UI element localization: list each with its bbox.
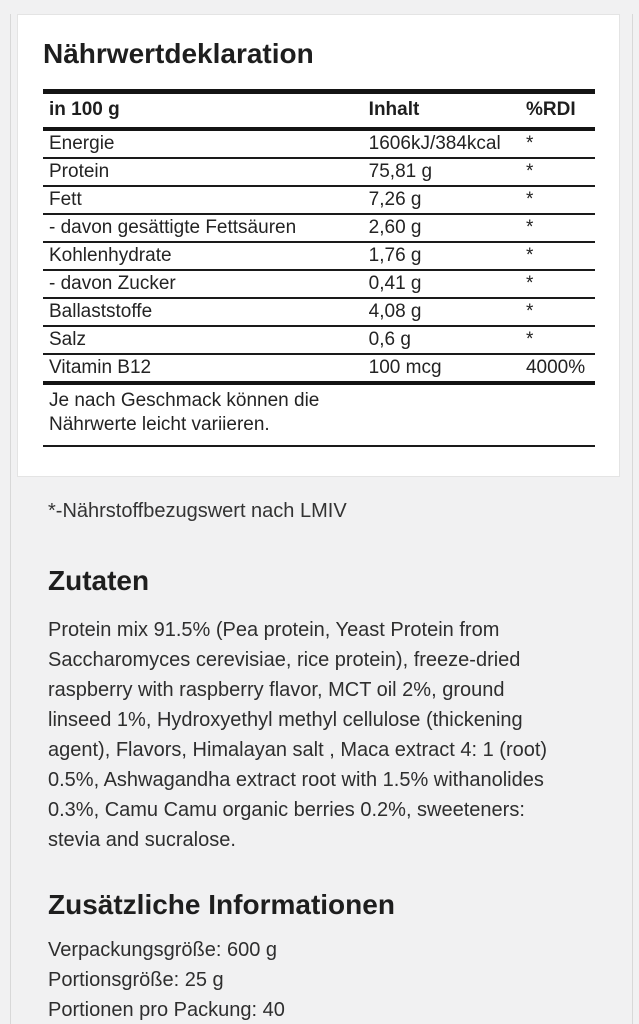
- row-rdi: 4000%: [526, 354, 595, 383]
- table-footnote-line-1: Je nach Geschmack können die: [49, 390, 320, 411]
- row-label: Fett: [43, 186, 369, 214]
- ingredients-line: Saccharomyces cerevisiae, rice protein), freeze-dried: [48, 649, 521, 671]
- ingredients-line: raspberry with raspberry flavor, MCT oil 2%, ground: [48, 679, 505, 701]
- table-row: [43, 242, 595, 270]
- table-row: [43, 270, 595, 298]
- nutrition-table: [43, 89, 595, 447]
- row-value: 1606kJ/384kcal: [369, 129, 526, 158]
- row-label: Energie: [43, 129, 369, 158]
- row-value: 2,60 g: [369, 214, 526, 242]
- row-label: Kohlenhydrate: [43, 242, 369, 270]
- row-label: Ballaststoffe: [43, 298, 369, 326]
- ingredients-line: 0.5%, Ashwagandha extract root with 1.5% withanolides: [48, 769, 544, 791]
- row-label: Protein: [43, 158, 369, 186]
- table-row: [43, 186, 595, 214]
- rdi-reference-note: *-Nährstoffbezugswert nach LMIV: [48, 500, 347, 522]
- table-footnote-line-2: Nährwerte leicht variieren.: [49, 414, 270, 435]
- additional-info-line: Portionsgröße: 25 g: [48, 969, 224, 991]
- ingredients-line: Protein mix 91.5% (Pea protein, Yeast Protein from: [48, 619, 500, 641]
- row-label: - davon Zucker: [43, 270, 369, 298]
- row-rdi: *: [526, 270, 595, 298]
- row-rdi: *: [526, 326, 595, 354]
- table-row: [43, 298, 595, 326]
- product-info-panel: [10, 14, 633, 1024]
- row-rdi: *: [526, 298, 595, 326]
- row-label: Vitamin B12: [43, 354, 369, 383]
- row-value: 100 mcg: [369, 354, 526, 383]
- nutrition-table-header-row: [43, 92, 595, 130]
- row-rdi: *: [526, 214, 595, 242]
- column-header-content: Inhalt: [369, 92, 526, 130]
- row-value: 7,26 g: [369, 186, 526, 214]
- table-row: [43, 326, 595, 354]
- row-label: Salz: [43, 326, 369, 354]
- additional-info-line: Verpackungsgröße: 600 g: [48, 939, 278, 961]
- table-row: [43, 158, 595, 186]
- nutrition-table-body: [43, 129, 595, 383]
- row-rdi: *: [526, 186, 595, 214]
- row-value: 4,08 g: [369, 298, 526, 326]
- row-value: 0,41 g: [369, 270, 526, 298]
- column-header-amount: in 100 g: [43, 92, 369, 130]
- nutrition-card-title: Nährwertdeklaration: [43, 38, 314, 69]
- row-value: 1,76 g: [369, 242, 526, 270]
- row-rdi: *: [526, 158, 595, 186]
- nutrition-table-footnote-row: [43, 383, 595, 446]
- ingredients-line: 0.3%, Camu Camu organic berries 0.2%, sweeteners:: [48, 799, 525, 821]
- below-card-content: [48, 499, 596, 1024]
- additional-info-text: [48, 935, 596, 1024]
- nutrition-card: [17, 14, 620, 477]
- row-rdi: *: [526, 129, 595, 158]
- ingredients-line: stevia and sucralose.: [48, 829, 236, 851]
- row-value: 75,81 g: [369, 158, 526, 186]
- additional-info-line: Portionen pro Packung: 40: [48, 999, 285, 1021]
- table-row: [43, 214, 595, 242]
- column-header-rdi: %RDI: [526, 92, 595, 130]
- section-heading-ingredients: Zutaten: [48, 565, 150, 596]
- row-rdi: *: [526, 242, 595, 270]
- row-label: - davon gesättigte Fettsäuren: [43, 214, 369, 242]
- table-footnote-cell: [43, 383, 595, 446]
- table-row: [43, 354, 595, 383]
- section-heading-additional-info: Zusätzliche Informationen: [48, 889, 395, 920]
- ingredients-line: agent), Flavors, Himalayan salt , Maca extract 4: 1 (root): [48, 739, 548, 761]
- ingredients-text: [48, 615, 596, 855]
- ingredients-line: linseed 1%, Hydroxyethyl methyl cellulose (thickening: [48, 709, 523, 731]
- table-row: [43, 129, 595, 158]
- row-value: 0,6 g: [369, 326, 526, 354]
